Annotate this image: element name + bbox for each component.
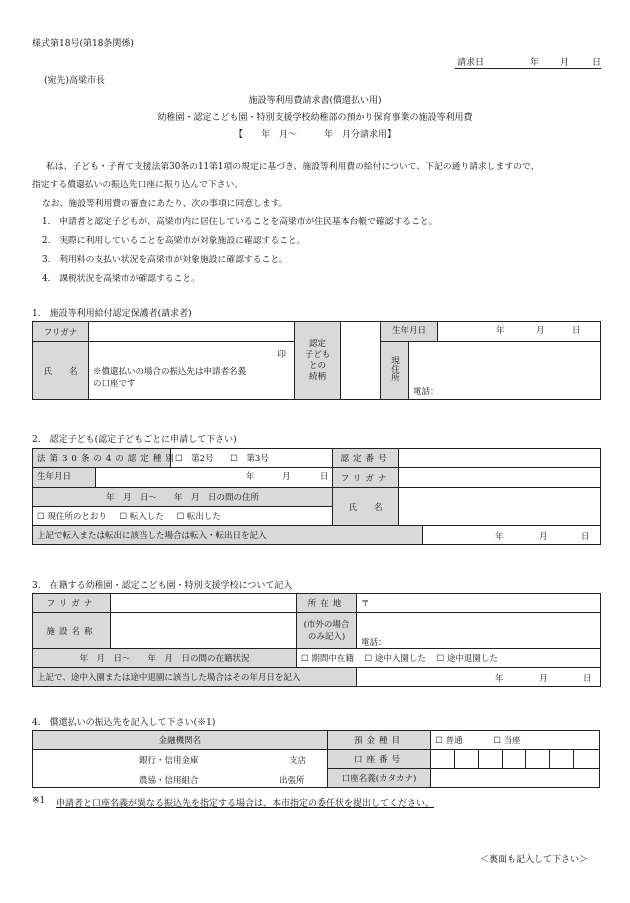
footnote: 申請者と口座名義が異なる振込先を指定する場合は、本市指定の委任状を提出してください。 <box>56 799 435 809</box>
move-date-field[interactable]: 年 月 日 <box>423 526 601 545</box>
consent-item: 4. 課税状況を高梁市が確認すること。 <box>42 274 200 284</box>
seal-mark: 印 <box>277 350 286 360</box>
period-address-label: 年 月 日～ 年 月 日の間の住所 <box>33 488 333 507</box>
account-digit[interactable] <box>431 750 455 769</box>
mid-entry-checkbox[interactable]: ☐ 途中入園した <box>364 654 426 664</box>
guardian-furigana-field[interactable] <box>89 322 295 342</box>
form-number: 様式第18号(第18条関係) <box>32 39 134 49</box>
type2-checkbox[interactable]: ☐ 第2号 <box>175 454 214 464</box>
birthdate-label: 生年月日 <box>381 322 438 341</box>
month-label: 月 <box>560 58 570 68</box>
guardian-address-field[interactable] <box>409 342 601 400</box>
mid-withdraw-checkbox[interactable]: ☐ 途中退園した <box>436 654 498 664</box>
child-table <box>32 448 601 545</box>
moved-in-checkbox[interactable]: ☐ 転入した <box>119 512 164 522</box>
back-side-note: ＜裏面も記入して下さい＞ <box>480 855 589 865</box>
furigana-label: フリガナ <box>33 322 89 342</box>
outside-city-note: (市外の場合 のみ記入) <box>297 613 357 649</box>
form-title: 施設等利用費請求書(償還払い用) <box>248 96 382 106</box>
relation-field[interactable] <box>341 322 381 400</box>
section2-heading: 2. 認定子ども(認定子どもごとに申請して下さい) <box>32 435 237 445</box>
intro-paragraph-1-cont: 指定する償還払いの振込先口座に振り込んで下さい。 <box>32 180 244 190</box>
request-date-label: 請求日 <box>457 58 485 68</box>
facility-furigana-label: フリガナ <box>33 594 111 613</box>
consent-item: 1. 申請者と認定子どもが、高梁市内に居住していることを高梁市が住民基本台帳で確認すること。 <box>42 217 438 227</box>
ordinary-checkbox[interactable]: ☐ 普通 <box>435 736 463 746</box>
enrollment-period-label: 年 月 日～ 年 月 日の間の在籍状況 <box>33 649 297 668</box>
account-digit[interactable] <box>455 750 479 769</box>
child-name-field[interactable] <box>399 488 601 526</box>
cert-number-label: 認定番号 <box>333 449 399 468</box>
section1-heading: 1. 施設等利用給付認定保護者(請求者) <box>32 309 192 319</box>
address-options[interactable] <box>33 507 333 526</box>
account-name-label: 口座名義(カタカナ) <box>327 769 430 788</box>
location-label: 所在地 <box>297 594 357 613</box>
consent-item: 3. 利用料の支払い状況を高梁市が対象施設に確認すること。 <box>42 255 288 265</box>
child-birthdate-field[interactable]: 年 月 日 <box>246 472 329 482</box>
request-date-field[interactable] <box>455 55 601 69</box>
name-label: 氏 名 <box>33 342 89 400</box>
deposit-type-options[interactable] <box>431 731 600 750</box>
footnote-mark: ※1 <box>32 796 46 806</box>
relation-label: 認定 子ども との 続柄 <box>295 322 341 400</box>
account-digit[interactable] <box>478 750 502 769</box>
account-digit[interactable] <box>526 750 550 769</box>
child-name-label: 氏 名 <box>333 488 399 526</box>
postal-mark: 〒 <box>361 599 370 609</box>
full-period-checkbox[interactable]: ☐ 期間中在籍 <box>301 654 354 664</box>
cert-type-label: 法第30条の4の認定種別 <box>33 449 171 468</box>
guardian-birthdate-field[interactable]: 年 月 日 <box>438 322 600 341</box>
move-date-note: 上記で転入または転出に該当した場合は転入・転出日を記入 <box>33 526 423 545</box>
bank-name-field[interactable]: 銀行・信用金庫 支店 農協・信用組合 出張所 <box>33 750 328 788</box>
intro-paragraph-2: なお、施設等利用費の審査にあたり、次の事項に同意します。 <box>42 199 288 209</box>
day-label: 日 <box>592 58 602 68</box>
account-name-field[interactable] <box>431 769 600 788</box>
form-subtitle: 幼稚園・認定こども園・特別支援学校幼稚部の預かり保育事業の施設等利用費 <box>157 113 473 123</box>
bank-name-label: 金融機関名 <box>33 731 328 750</box>
account-number-label: 口座番号 <box>327 750 430 769</box>
enrollment-options[interactable] <box>297 649 601 668</box>
facility-phone-label: 電話： <box>361 638 387 648</box>
child-furigana-field[interactable] <box>399 468 601 488</box>
cert-number-field[interactable] <box>399 449 601 468</box>
child-birthdate-label: 生年月日 <box>33 468 96 487</box>
current-address-checkbox[interactable]: ☐ 現住所のとおり <box>37 512 107 522</box>
enrollment-date-note: 上記で、途中入園または途中退園に該当した場合はその年月日を記入 <box>33 668 357 687</box>
account-digit[interactable] <box>502 750 526 769</box>
moved-out-checkbox[interactable]: ☐ 転出した <box>176 512 221 522</box>
account-digit[interactable] <box>573 750 599 769</box>
period-title: 【 年 月～ 年 月分請求用】 <box>233 130 396 140</box>
account-note: ※償還払いの場合の振込先は申請者名義 の口座です <box>93 367 247 389</box>
facility-name-label: 施設名称 <box>33 613 111 649</box>
intro-paragraph-1: 私は、子ども・子育て支援法第30条の11第1項の規定に基づき、施設等利用費の給付について、下記の通り請求しますので、 <box>46 162 540 172</box>
year-label: 年 <box>530 58 540 68</box>
section3-heading: 3. 在籍する幼稚園・認定こども園・特別支援学校について記入 <box>32 581 293 591</box>
account-digit[interactable] <box>550 750 574 769</box>
cert-type-options[interactable] <box>171 449 333 468</box>
deposit-type-label: 預金種目 <box>327 731 430 750</box>
consent-item: 2. 実際に利用していることを高梁市が対象施設に確認すること。 <box>42 236 306 246</box>
type3-checkbox[interactable]: ☐ 第3号 <box>230 454 269 464</box>
current-account-checkbox[interactable]: ☐ 当座 <box>493 736 521 746</box>
facility-furigana-field[interactable] <box>111 594 297 613</box>
bank-table <box>32 730 600 788</box>
facility-name-field[interactable] <box>111 613 297 649</box>
guardian-name-field[interactable] <box>89 342 295 400</box>
section4-heading: 4. 償還払いの振込先を記入して下さい(※1) <box>32 718 216 728</box>
facility-phone-field[interactable] <box>357 613 601 649</box>
guardian-table <box>32 321 601 400</box>
enrollment-date-field[interactable]: 年 月 日 <box>357 668 601 687</box>
facility-table <box>32 593 601 687</box>
address-label: 現住所 <box>381 342 409 400</box>
addressee: (宛先)高梁市長 <box>44 76 106 86</box>
child-furigana-label: フリガナ <box>333 468 399 488</box>
phone-label: 電話： <box>413 387 439 397</box>
facility-address-field[interactable] <box>357 594 601 613</box>
